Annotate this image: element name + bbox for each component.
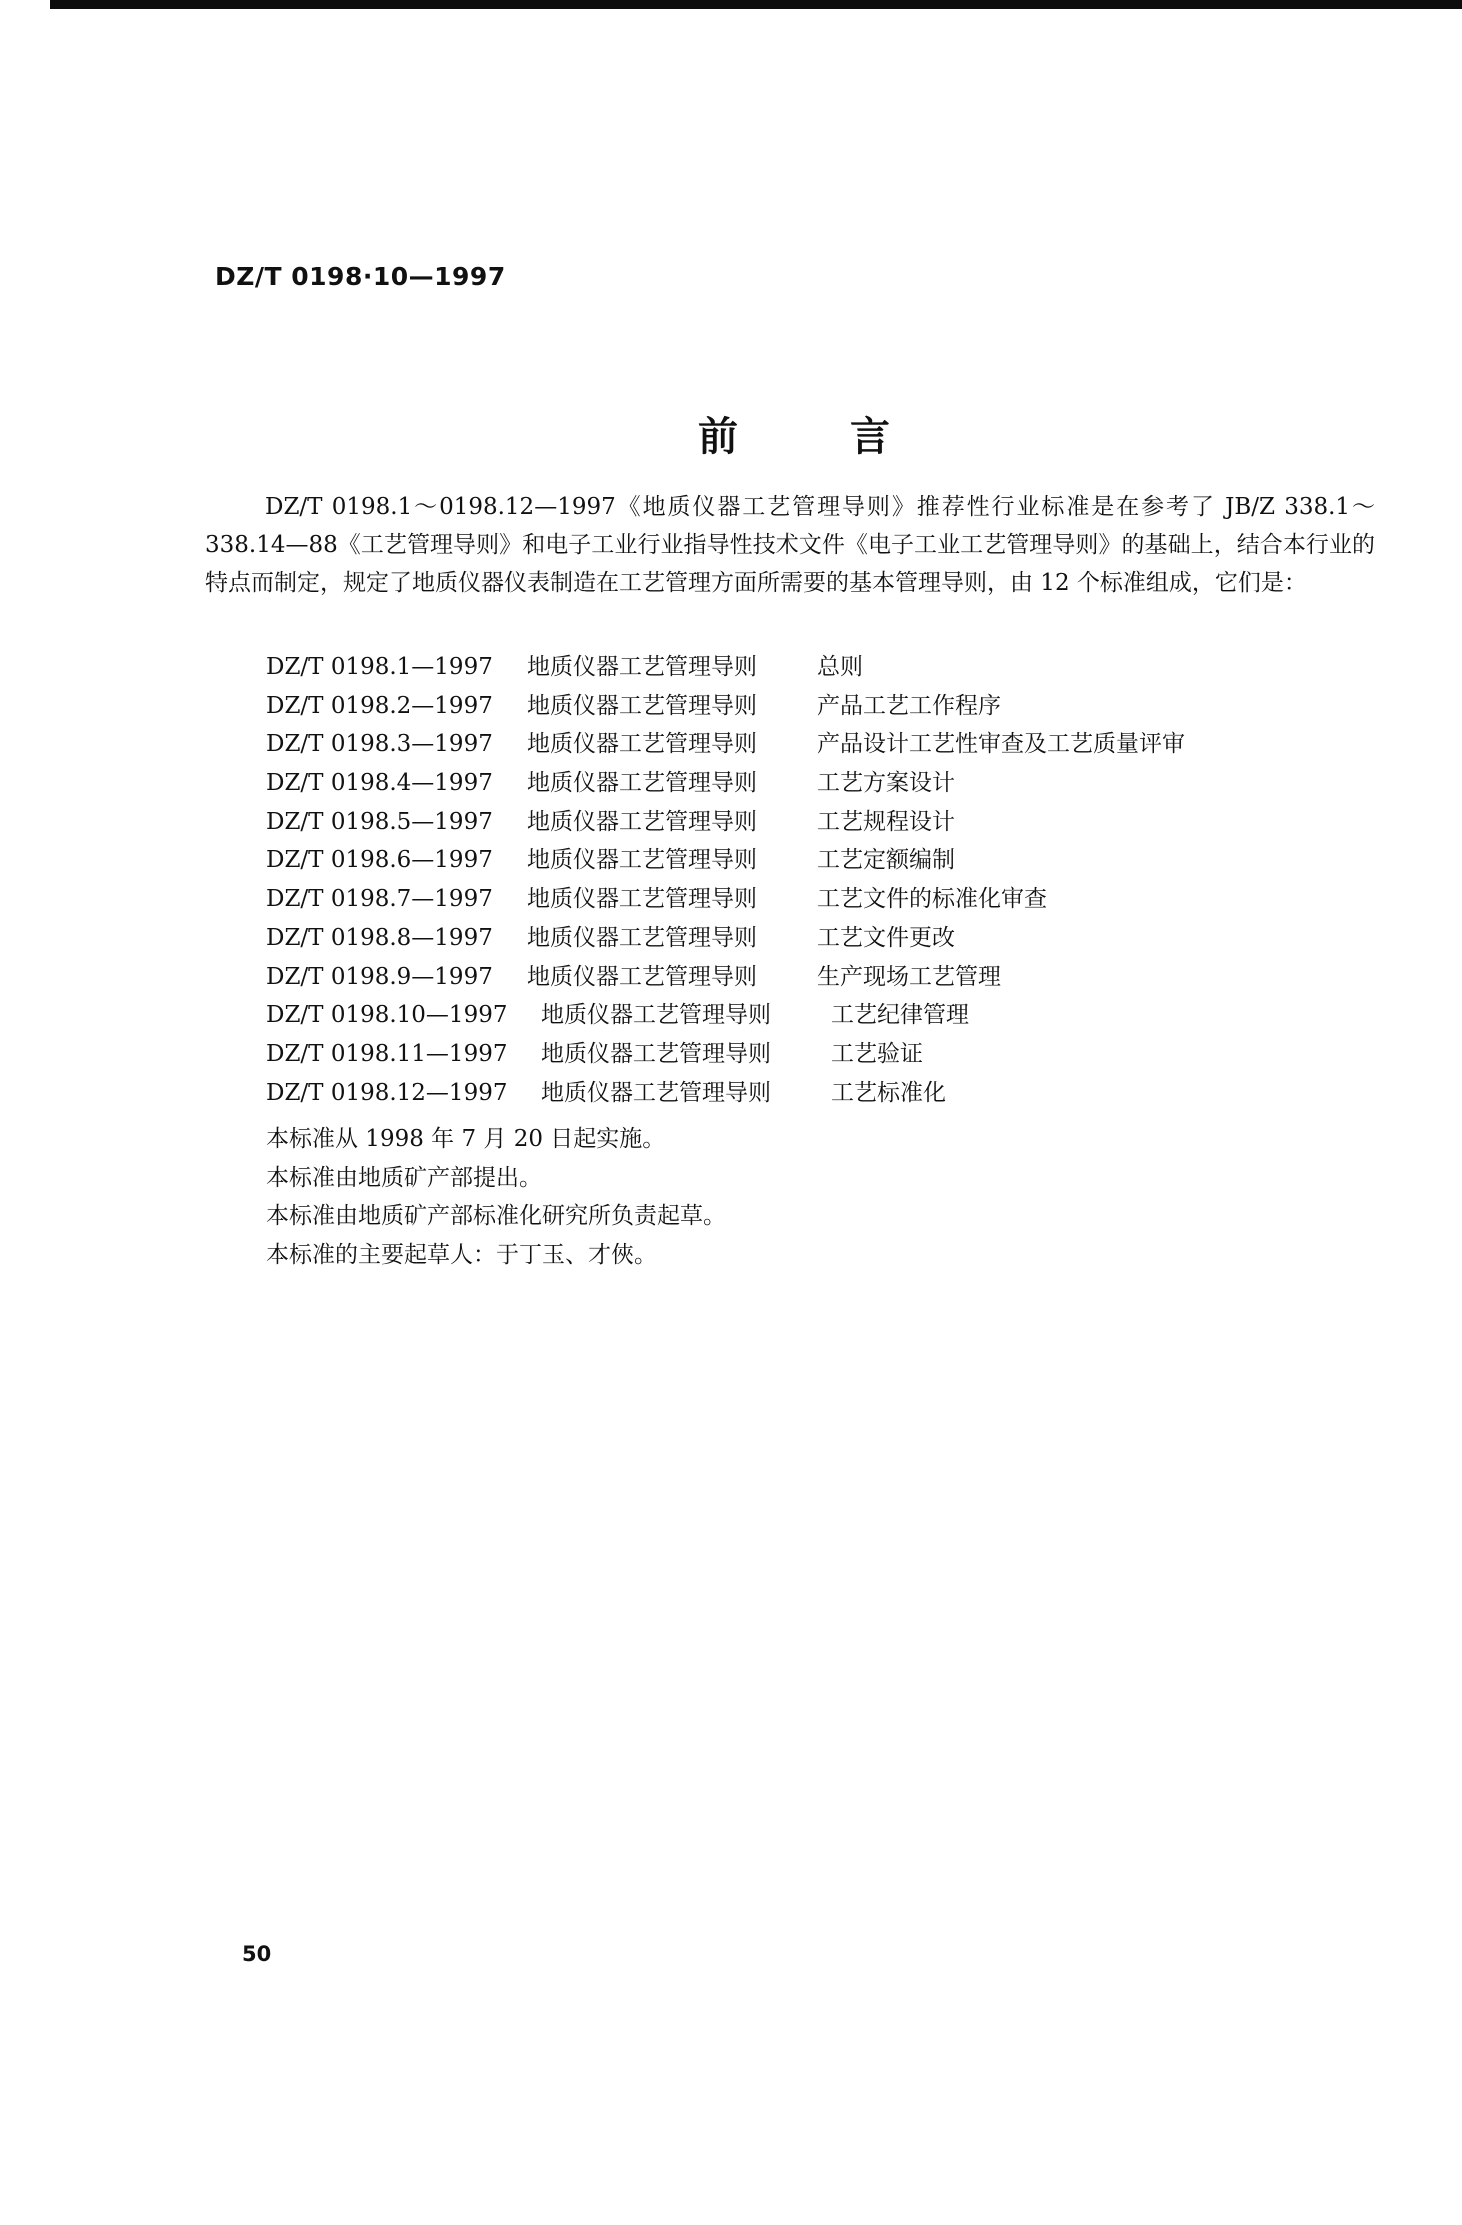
proposer-note: 本标准由地质矿产部提出。 — [266, 1164, 542, 1191]
standard-item — [266, 648, 1185, 687]
standard-code: DZ/T 0198.1—1997 — [266, 654, 493, 680]
standard-item — [266, 764, 1185, 803]
section-title: 前言 — [698, 413, 1002, 460]
standard-item — [266, 725, 1185, 764]
standard-subtitle: 总则 — [817, 654, 863, 680]
standard-code: DZ/T 0198.7—1997 — [266, 886, 493, 913]
standard-series: 地质仪器工艺管理导则 — [527, 924, 757, 951]
standard-item — [266, 687, 1185, 726]
standard-subtitle: 工艺文件的标准化审查 — [817, 886, 1047, 913]
standard-code: DZ/T 0198.6—1997 — [266, 847, 493, 874]
standard-series: 地质仪器工艺管理导则 — [527, 692, 757, 719]
standard-code: DZ/T 0198.5—1997 — [266, 808, 493, 835]
standard-subtitle: 工艺定额编制 — [817, 847, 955, 874]
standard-subtitle: 工艺文件更改 — [817, 924, 955, 951]
standard-item — [266, 841, 1185, 880]
effective-date-note: 本标准从 1998 年 7 月 20 日起实施。 — [266, 1126, 666, 1152]
page-number: 50 — [242, 1942, 272, 1966]
standard-item — [266, 1074, 1185, 1113]
standard-code: DZ/T 0198.3—1997 — [266, 731, 493, 758]
standard-code: DZ/T 0198.12—1997 — [266, 1079, 508, 1106]
drafting-unit-note: 本标准由地质矿产部标准化研究所负责起草。 — [266, 1203, 726, 1229]
standard-series: 地质仪器工艺管理导则 — [527, 963, 757, 990]
implementation-notes — [266, 1120, 726, 1274]
standard-series: 地质仪器工艺管理导则 — [527, 654, 757, 680]
standard-series: 地质仪器工艺管理导则 — [541, 1002, 771, 1029]
intro-paragraph: DZ/T 0198.1～0198.12—1997《地质仪器工艺管理导则》推荐性行业标准是在参考了 JB/Z 338.1～338.14—88《工艺管理导则》和电子工业行业指导性技术文件《电子工业工艺管理导则》的基础上，结合本行业的特点而制定，规定了地质仪器仪表制造在工艺管理方面所需要的基本管理导则，由 12 个标准组成，它们是： — [205, 494, 1375, 596]
standard-series: 地质仪器工艺管理导则 — [541, 1040, 771, 1067]
top-border-rule — [50, 0, 1462, 9]
standard-series: 地质仪器工艺管理导则 — [527, 808, 757, 835]
standard-item — [266, 880, 1185, 919]
standard-subtitle: 工艺方案设计 — [817, 770, 955, 797]
standard-code: DZ/T 0198.10—1997 — [266, 1002, 508, 1029]
standard-subtitle: 工艺标准化 — [831, 1079, 946, 1106]
standard-code: DZ/T 0198.4—1997 — [266, 770, 493, 797]
standard-subtitle: 工艺纪律管理 — [831, 1002, 969, 1029]
standard-item — [266, 958, 1185, 997]
standard-subtitle: 生产现场工艺管理 — [817, 963, 1001, 990]
document-code-header: DZ/T 0198·10—1997 — [215, 262, 506, 291]
standard-series: 地质仪器工艺管理导则 — [527, 770, 757, 797]
standard-code: DZ/T 0198.2—1997 — [266, 692, 493, 719]
drafters-note: 本标准的主要起草人：于丁玉、才俠。 — [266, 1241, 657, 1268]
standard-item — [266, 919, 1185, 958]
standard-series: 地质仪器工艺管理导则 — [527, 886, 757, 913]
standard-item — [266, 1035, 1185, 1074]
standard-subtitle: 产品设计工艺性审查及工艺质量评审 — [817, 731, 1185, 758]
standard-series: 地质仪器工艺管理导则 — [541, 1079, 771, 1106]
standard-code: DZ/T 0198.8—1997 — [266, 924, 493, 951]
standard-subtitle: 工艺规程设计 — [817, 808, 955, 835]
standard-item — [266, 803, 1185, 842]
standard-subtitle: 产品工艺工作程序 — [817, 692, 1001, 719]
standard-series: 地质仪器工艺管理导则 — [527, 847, 757, 874]
standard-subtitle: 工艺验证 — [831, 1040, 923, 1067]
standard-series: 地质仪器工艺管理导则 — [527, 731, 757, 758]
standard-item — [266, 996, 1185, 1035]
standards-list — [266, 648, 1185, 1112]
standard-code: DZ/T 0198.11—1997 — [266, 1040, 508, 1067]
standard-code: DZ/T 0198.9—1997 — [266, 963, 493, 990]
